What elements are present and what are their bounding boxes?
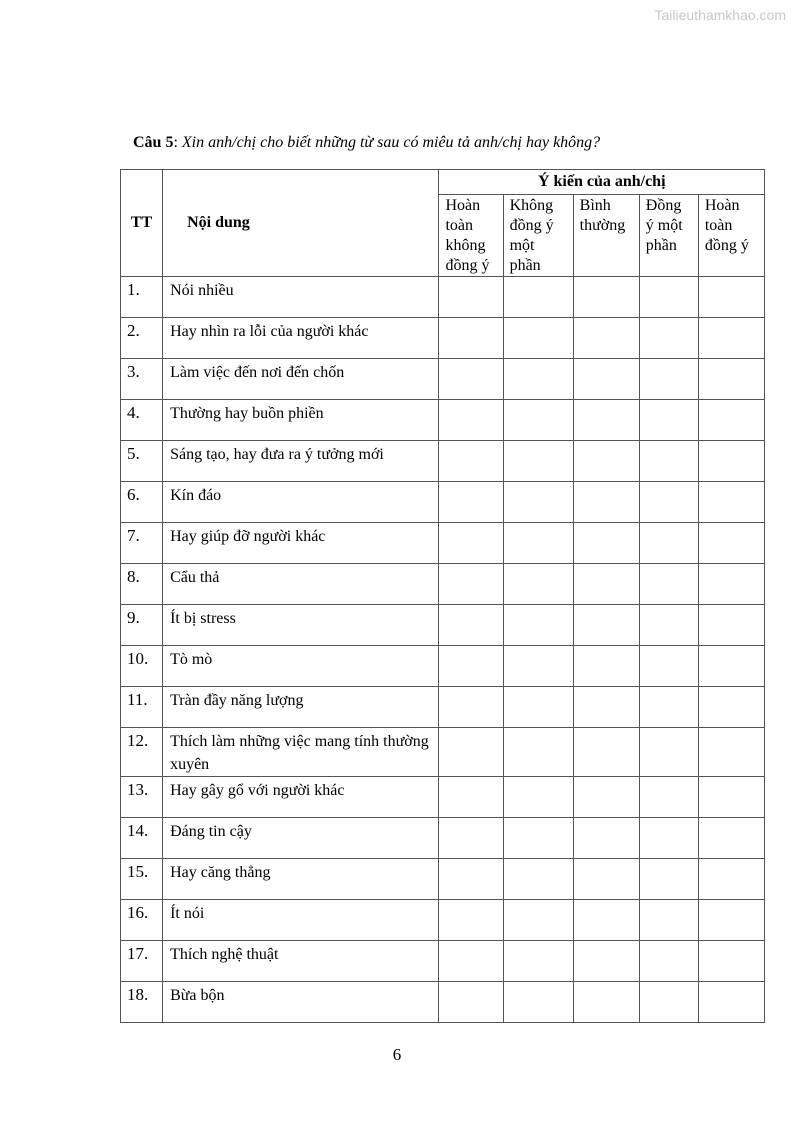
survey-rows [121,277,765,1023]
row-number: 6. [121,482,163,523]
answer-cell-option-3[interactable] [573,277,639,318]
answer-cell-option-2[interactable] [503,859,573,900]
answer-cell-option-4[interactable] [639,523,698,564]
answer-cell-option-2[interactable] [503,941,573,982]
answer-cell-option-3[interactable] [573,318,639,359]
answer-cell-option-1[interactable] [439,900,503,941]
answer-cell-option-4[interactable] [639,400,698,441]
table-row [121,400,765,441]
answer-cell-option-2[interactable] [503,777,573,818]
table-row [121,359,765,400]
answer-cell-option-4[interactable] [639,687,698,728]
answer-cell-option-2[interactable] [503,818,573,859]
answer-cell-option-2[interactable] [503,482,573,523]
answer-cell-option-3[interactable] [573,941,639,982]
answer-cell-option-3[interactable] [573,777,639,818]
answer-cell-option-1[interactable] [439,564,503,605]
question-separator: : [173,134,182,151]
answer-cell-option-1[interactable] [439,859,503,900]
header-option-4: Đồng ý một phần [639,195,698,277]
answer-cell-option-5[interactable] [698,687,764,728]
table-row [121,859,765,900]
answer-cell-option-2[interactable] [503,605,573,646]
header-option-1: Hoàn toàn không đồng ý [439,195,503,277]
answer-cell-option-5[interactable] [698,277,764,318]
watermark: Tailieuthamkhao.com [654,7,786,23]
row-content: Thích nghệ thuật [163,941,439,982]
row-number: 7. [121,523,163,564]
answer-cell-option-1[interactable] [439,982,503,1023]
table-row [121,687,765,728]
header-option-2: Không đồng ý một phần [503,195,573,277]
answer-cell-option-3[interactable] [573,687,639,728]
table-row [121,728,765,777]
answer-cell-option-4[interactable] [639,318,698,359]
answer-cell-option-5[interactable] [698,728,764,777]
answer-cell-option-4[interactable] [639,859,698,900]
header-tt: TT [121,170,163,277]
answer-cell-option-2[interactable] [503,277,573,318]
table-row [121,941,765,982]
answer-cell-option-3[interactable] [573,859,639,900]
answer-cell-option-1[interactable] [439,941,503,982]
answer-cell-option-4[interactable] [639,646,698,687]
row-content: Thường hay buồn phiền [163,400,439,441]
answer-cell-option-5[interactable] [698,605,764,646]
answer-cell-option-5[interactable] [698,400,764,441]
row-content: Thích làm những việc mang tính thường xuyên [163,728,439,777]
answer-cell-option-4[interactable] [639,277,698,318]
answer-cell-option-5[interactable] [698,318,764,359]
row-number: 8. [121,564,163,605]
question-label: Câu 5 [133,134,174,151]
answer-cell-option-3[interactable] [573,900,639,941]
answer-cell-option-2[interactable] [503,564,573,605]
row-content: Ít bị stress [163,605,439,646]
answer-cell-option-3[interactable] [573,564,639,605]
row-content: Hay nhìn ra lỗi của người khác [163,318,439,359]
row-number: 15. [121,859,163,900]
page-number: 6 [392,1045,402,1064]
header-option-5: Hoàn toàn đồng ý [698,195,764,277]
survey-table [120,169,765,1023]
answer-cell-option-2[interactable] [503,687,573,728]
row-number: 4. [121,400,163,441]
answer-cell-option-3[interactable] [573,400,639,441]
table-row [121,482,765,523]
answer-cell-option-3[interactable] [573,646,639,687]
header-content: Nội dung [163,170,439,277]
answer-cell-option-1[interactable] [439,482,503,523]
table-row [121,441,765,482]
answer-cell-option-1[interactable] [439,818,503,859]
row-number: 3. [121,359,163,400]
answer-cell-option-5[interactable] [698,564,764,605]
answer-cell-option-4[interactable] [639,482,698,523]
answer-cell-option-1[interactable] [439,441,503,482]
row-content: Sáng tạo, hay đưa ra ý tưởng mới [163,441,439,482]
table-row [121,277,765,318]
answer-cell-option-5[interactable] [698,982,764,1023]
answer-cell-option-2[interactable] [503,523,573,564]
table-row [121,646,765,687]
table-row [121,605,765,646]
question-text: Xin anh/chị cho biết những từ sau có miêu tả anh/chị hay không? [181,134,601,151]
row-number: 11. [121,687,163,728]
answer-cell-option-3[interactable] [573,728,639,777]
answer-cell-option-1[interactable] [439,605,503,646]
row-number: 1. [121,277,163,318]
answer-cell-option-2[interactable] [503,982,573,1023]
answer-cell-option-4[interactable] [639,605,698,646]
answer-cell-option-1[interactable] [439,318,503,359]
answer-cell-option-5[interactable] [698,646,764,687]
answer-cell-option-3[interactable] [573,982,639,1023]
answer-cell-option-5[interactable] [698,441,764,482]
answer-cell-option-1[interactable] [439,359,503,400]
row-content: Ít nói [163,900,439,941]
row-number: 16. [121,900,163,941]
answer-cell-option-2[interactable] [503,646,573,687]
answer-cell-option-2[interactable] [503,359,573,400]
row-content: Đáng tin cậy [163,818,439,859]
row-number: 5. [121,441,163,482]
row-content: Làm việc đến nơi đến chốn [163,359,439,400]
answer-cell-option-5[interactable] [698,941,764,982]
answer-cell-option-5[interactable] [698,482,764,523]
answer-cell-option-5[interactable] [698,777,764,818]
answer-cell-option-4[interactable] [639,941,698,982]
row-number: 10. [121,646,163,687]
row-content: Bừa bộn [163,982,439,1023]
answer-cell-option-5[interactable] [698,359,764,400]
answer-cell-option-3[interactable] [573,523,639,564]
question [133,134,600,152]
answer-cell-option-4[interactable] [639,982,698,1023]
row-number: 14. [121,818,163,859]
row-content: Hay giúp đỡ người khác [163,523,439,564]
row-content: Hay gây gổ với người khác [163,777,439,818]
header-option-3: Bình thường [573,195,639,277]
answer-cell-option-5[interactable] [698,900,764,941]
answer-cell-option-2[interactable] [503,441,573,482]
row-number: 9. [121,605,163,646]
answer-cell-option-2[interactable] [503,400,573,441]
row-content: Tràn đầy năng lượng [163,687,439,728]
answer-cell-option-1[interactable] [439,687,503,728]
answer-cell-option-1[interactable] [439,277,503,318]
answer-cell-option-3[interactable] [573,605,639,646]
answer-cell-option-1[interactable] [439,646,503,687]
table-row [121,318,765,359]
answer-cell-option-1[interactable] [439,400,503,441]
row-content: Tò mò [163,646,439,687]
table-row [121,900,765,941]
row-number: 18. [121,982,163,1023]
answer-cell-option-3[interactable] [573,359,639,400]
row-content: Nói nhiều [163,277,439,318]
answer-cell-option-2[interactable] [503,318,573,359]
table-row [121,818,765,859]
table-row [121,523,765,564]
answer-cell-option-4[interactable] [639,777,698,818]
answer-cell-option-2[interactable] [503,900,573,941]
header-opinion-group: Ý kiến của anh/chị [439,170,765,195]
answer-cell-option-4[interactable] [639,900,698,941]
row-number: 13. [121,777,163,818]
row-content: Cẩu thả [163,564,439,605]
answer-cell-option-4[interactable] [639,441,698,482]
answer-cell-option-3[interactable] [573,441,639,482]
row-number: 17. [121,941,163,982]
answer-cell-option-4[interactable] [639,728,698,777]
answer-cell-option-1[interactable] [439,523,503,564]
table-row [121,982,765,1023]
answer-cell-option-2[interactable] [503,728,573,777]
answer-cell-option-1[interactable] [439,777,503,818]
row-number: 2. [121,318,163,359]
answer-cell-option-3[interactable] [573,818,639,859]
answer-cell-option-5[interactable] [698,523,764,564]
row-content: Hay căng thẳng [163,859,439,900]
answer-cell-option-4[interactable] [639,818,698,859]
answer-cell-option-5[interactable] [698,859,764,900]
table-row [121,564,765,605]
row-content: Kín đáo [163,482,439,523]
answer-cell-option-1[interactable] [439,728,503,777]
row-number: 12. [121,728,163,777]
answer-cell-option-5[interactable] [698,818,764,859]
answer-cell-option-3[interactable] [573,482,639,523]
answer-cell-option-4[interactable] [639,564,698,605]
answer-cell-option-4[interactable] [639,359,698,400]
table-row [121,777,765,818]
